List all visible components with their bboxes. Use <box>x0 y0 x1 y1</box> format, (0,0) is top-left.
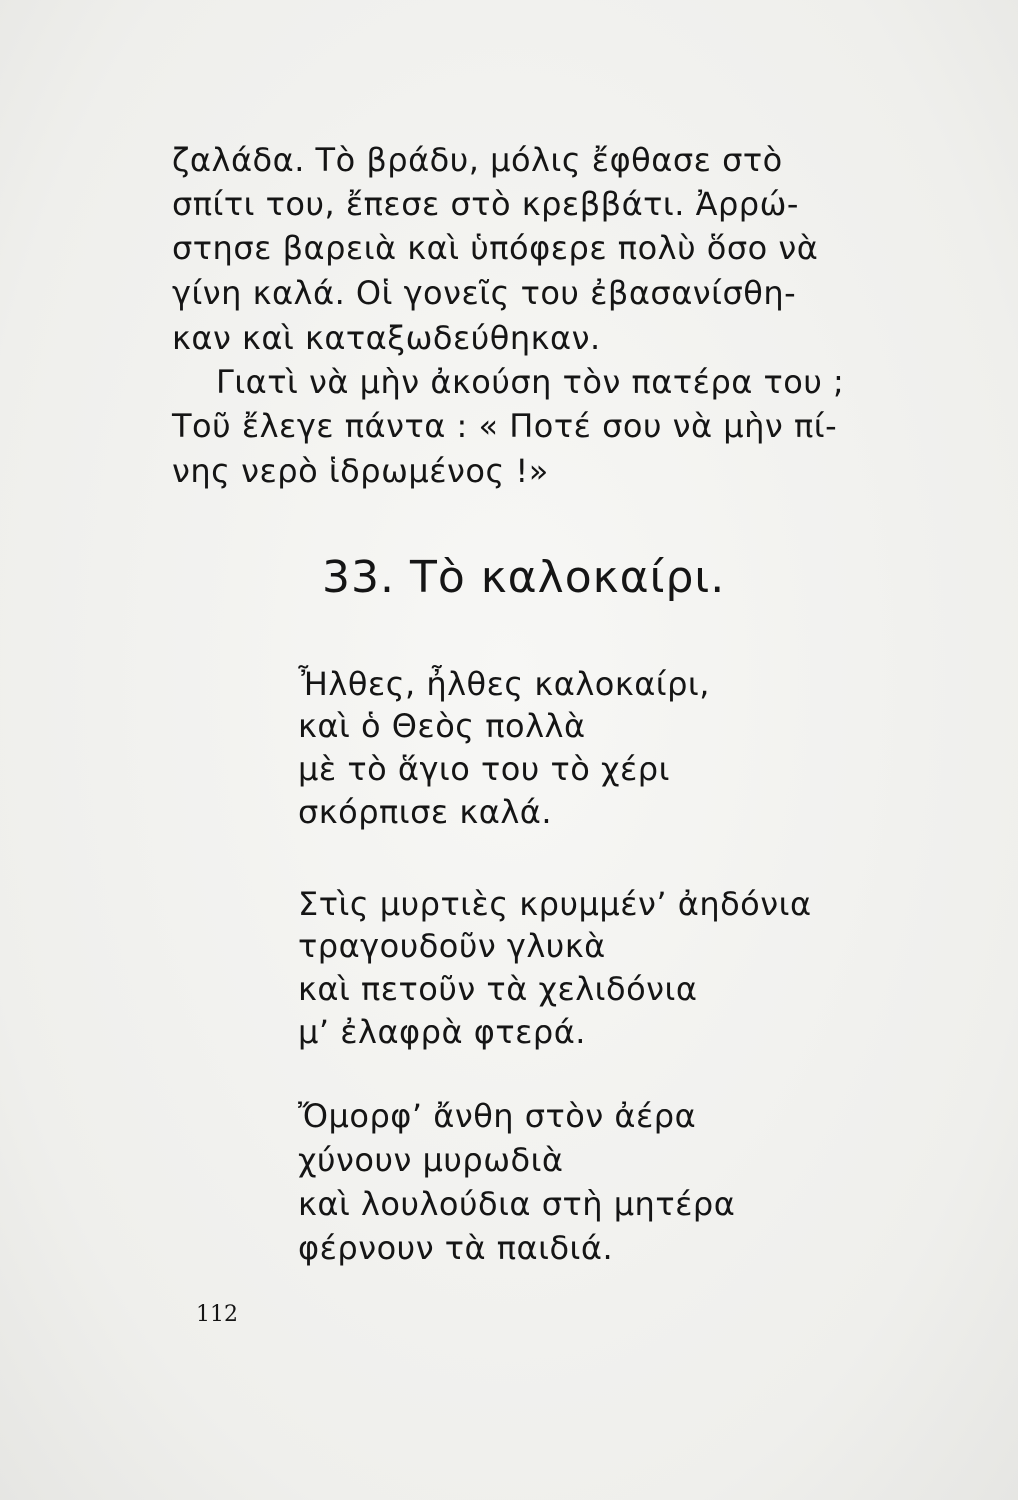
prose-line: Γιατὶ νὰ μὴν ἀκούση τὸν πατέρα του ; <box>216 363 845 401</box>
poem-line: σκόρπισε καλά. <box>298 793 553 831</box>
prose-line: σπίτι του, ἔπεσε στὸ κρεββάτι. Ἀρρώ- <box>172 185 799 223</box>
prose-line: στησε βαρειὰ καὶ ὑπόφερε πολὺ ὅσο νὰ <box>172 229 819 267</box>
prose-line: καν καὶ καταξωδεύθηκαν. <box>172 319 601 357</box>
chapter-title: 33. Τὸ καλοκαίρι. <box>322 552 726 603</box>
poem-line: καὶ ὁ Θεὸς πολλὰ <box>298 707 586 745</box>
poem-line: Ὄμορφ’ ἄνθη στὸν ἀέρα <box>298 1097 697 1135</box>
prose-line: νης νερὸ ἱδρωμένος !» <box>172 452 549 490</box>
poem-line: μὲ τὸ ἅγιο του τὸ χέρι <box>298 750 670 788</box>
prose-line: γίνη καλά. Οἱ γονεῖς του ἐβασανίσθη- <box>172 274 797 312</box>
poem-line: μ’ ἐλαφρὰ φτερά. <box>298 1013 586 1051</box>
poem-line: Ἦλθες, ἦλθες καλοκαίρι, <box>298 665 710 703</box>
poem-line: Στὶς μυρτιὲς κρυμμέν’ ἀηδόνια <box>298 885 812 923</box>
page-number: 112 <box>196 1302 238 1327</box>
poem-line: καὶ πετοῦν τὰ χελιδόνια <box>298 970 698 1008</box>
prose-line: Τοῦ ἔλεγε πάντα : « Ποτέ σου νὰ μὴν πί- <box>172 407 838 445</box>
prose-line: ζαλάδα. Τὸ βράδυ, μόλις ἔφθασε στὸ <box>172 141 783 179</box>
poem-line: χύνουν μυρωδιὰ <box>298 1141 564 1179</box>
poem-line: καὶ λουλούδια στὴ μητέρα <box>298 1185 736 1223</box>
poem-line: τραγουδοῦν γλυκὰ <box>298 927 606 965</box>
poem-line: φέρνουν τὰ παιδιά. <box>298 1229 614 1267</box>
